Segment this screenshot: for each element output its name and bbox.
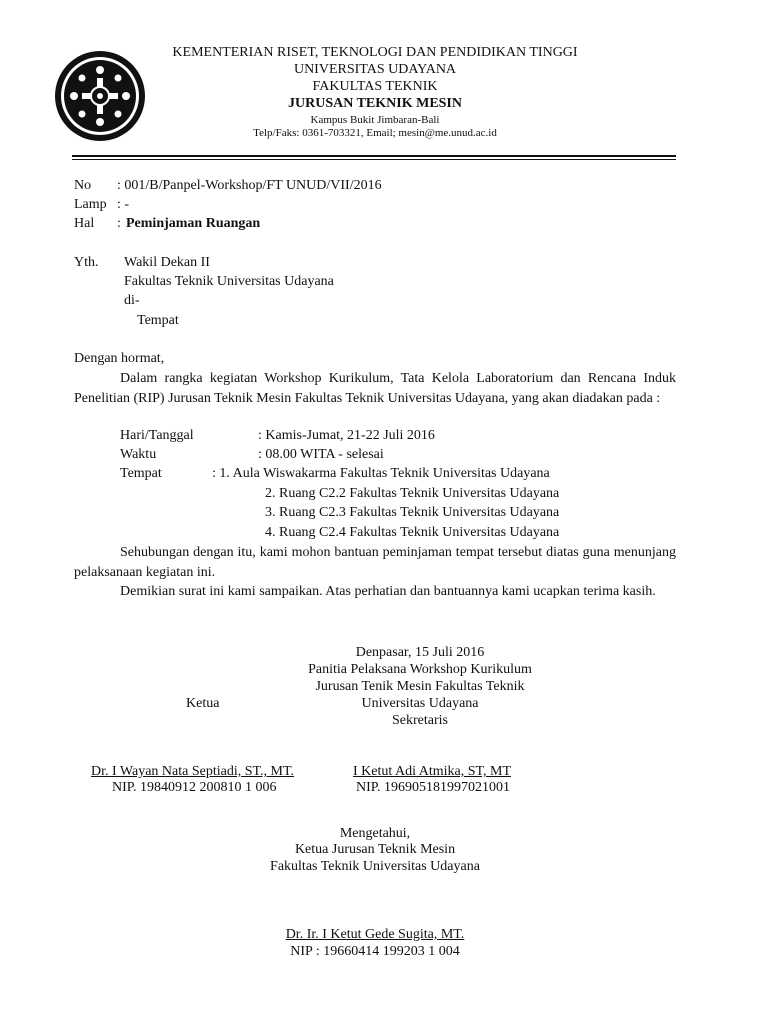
recipient-tempat: Tempat bbox=[137, 313, 179, 328]
tempat-label: Tempat bbox=[120, 466, 162, 481]
hal-value: Peminjaman Ruangan bbox=[126, 216, 261, 231]
no-label: No bbox=[74, 178, 92, 193]
recipient-yth: Yth. bbox=[74, 255, 99, 270]
tempat-item: 4. Ruang C2.4 Fakultas Teknik Universitas Udayana bbox=[265, 525, 560, 540]
committee-university: Universitas Udayana bbox=[361, 696, 479, 711]
header-divider-thick bbox=[72, 155, 676, 157]
paragraph-request: Sehubungan dengan itu, kami mohon bantuan peminjaman tempat tersebut diatas guna menunjang pelaksanaan kegiatan ini. bbox=[74, 545, 676, 580]
tempat-item: 2. Ruang C2.2 Fakultas Teknik Universitas Udayana bbox=[265, 486, 560, 501]
sekretaris-signatory-name: I Ketut Adi Atmika, ST, MT bbox=[353, 764, 512, 779]
letterhead-department: JURUSAN TEKNIK MESIN bbox=[288, 96, 462, 111]
approval-role: Ketua Jurusan Teknik Mesin bbox=[294, 842, 456, 857]
hal-colon: : bbox=[117, 216, 121, 231]
letterhead-contact: Telp/Faks: 0361-703321, Email; mesin@me.unud.ac.id bbox=[253, 127, 497, 139]
waktu-value: : 08.00 WITA - selesai bbox=[258, 447, 384, 462]
ketua-role: Ketua bbox=[186, 696, 220, 711]
recipient-di: di- bbox=[124, 293, 140, 308]
committee-name: Panitia Pelaksana Workshop Kurikulum bbox=[308, 662, 532, 677]
paragraph-intro: Dalam rangka kegiatan Workshop Kurikulum, Tata Kelola Laboratorium dan Rencana Induk Penelitian (RIP) Jurusan Teknik Mesin Fakultas Teknik Universitas Udayana, yang akan diadakan pada : bbox=[74, 371, 676, 406]
approval-signatory-nip: NIP : 19660414 199203 1 004 bbox=[290, 944, 460, 959]
approval-faculty: Fakultas Teknik Universitas Udayana bbox=[270, 859, 480, 874]
header-divider-thin bbox=[72, 159, 676, 160]
greeting: Dengan hormat, bbox=[74, 351, 165, 366]
lamp-value: : - bbox=[117, 197, 130, 212]
lamp-label: Lamp bbox=[74, 197, 107, 212]
no-value: : 001/B/Panpel-Workshop/FT UNUD/VII/2016 bbox=[117, 178, 382, 193]
letterhead-address: Kampus Bukit Jimbaran-Bali bbox=[310, 114, 440, 126]
recipient-faculty: Fakultas Teknik Universitas Udayana bbox=[124, 274, 334, 289]
sekretaris-role: Sekretaris bbox=[392, 713, 448, 728]
paragraph-closing: Demikian surat ini kami sampaikan. Atas perhatian dan bantuannya kami ucapkan terima kasih. bbox=[120, 584, 656, 599]
place-date: Denpasar, 15 Juli 2016 bbox=[355, 645, 485, 660]
hal-label: Hal bbox=[74, 216, 95, 231]
tempat-item: : 1. Aula Wiswakarma Fakultas Teknik Universitas Udayana bbox=[212, 466, 550, 481]
committee-department: Jurusan Tenik Mesin Fakultas Teknik bbox=[315, 679, 525, 694]
letterhead-university: UNIVERSITAS UDAYANA bbox=[293, 62, 457, 77]
letterhead-faculty: FAKULTAS TEKNIK bbox=[312, 79, 438, 94]
recipient-title: Wakil Dekan II bbox=[124, 255, 210, 270]
tempat-item: 3. Ruang C2.3 Fakultas Teknik Universitas Udayana bbox=[265, 505, 560, 520]
hari-label: Hari/Tanggal bbox=[120, 428, 194, 443]
letterhead-ministry: KEMENTERIAN RISET, TEKNOLOGI DAN PENDIDIKAN TINGGI bbox=[172, 45, 578, 60]
approval-mengetahui: Mengetahui, bbox=[339, 826, 411, 841]
ketua-signatory-name: Dr. I Wayan Nata Septiadi, ST., MT. bbox=[91, 764, 294, 779]
ketua-signatory-nip: NIP. 19840912 200810 1 006 bbox=[112, 780, 277, 795]
sekretaris-signatory-nip: NIP. 196905181997021001 bbox=[356, 780, 511, 795]
approval-signatory-name: Dr. Ir. I Ketut Gede Sugita, MT. bbox=[285, 927, 465, 942]
waktu-label: Waktu bbox=[120, 447, 157, 462]
hari-value: : Kamis-Jumat, 21-22 Juli 2016 bbox=[258, 428, 435, 443]
